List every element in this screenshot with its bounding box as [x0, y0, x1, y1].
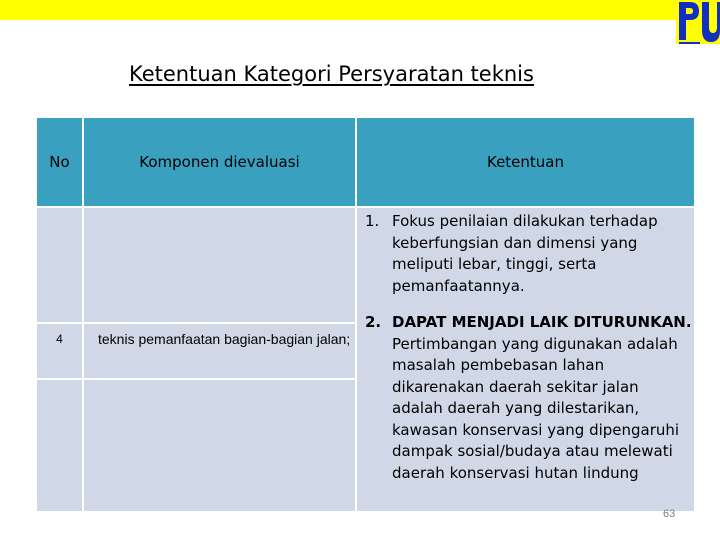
page-number: 63 [663, 508, 676, 520]
item-2-text: Pertimbangan yang digunakan adalah masalah pembebasan lahan dikarenakan daerah sekitar jalan adalah daerah yang dilestarikan, kawasan konservasi yang dipengaruhi dampak sosial/budaya atau melewati daerah konservasi hutan lindung [392, 334, 680, 482]
item-2-marker: 2. [365, 313, 382, 331]
item-2-lead: DAPAT MENJADI LAIK DITURUNKAN. [392, 313, 692, 331]
cell-komponen-bottom [84, 380, 355, 511]
item-1-marker: 1. [365, 212, 380, 230]
header-komponen: Komponen dievaluasi [84, 118, 355, 206]
cell-komponen: teknis pemanfaatan bagian-bagian jalan; [84, 324, 355, 378]
cell-no-bottom [37, 380, 82, 511]
slide-title: Ketentuan Kategori Persyaratan teknis [129, 62, 534, 86]
header-no: No [37, 118, 82, 206]
cell-no-top [37, 208, 82, 322]
cell-ketentuan [357, 208, 694, 511]
cell-no: 4 [37, 324, 82, 378]
cell-komponen-top [84, 208, 355, 322]
requirements-table [37, 118, 694, 511]
header-ketentuan: Ketentuan [357, 118, 694, 206]
ketentuan-list [357, 211, 694, 484]
pu-logo-icon [676, 0, 720, 44]
item-1-text: Fokus penilaian dilakukan terhadap keberfungsian dan dimensi yang meliputi lebar, tinggi, serta pemanfaatannya. [392, 212, 658, 295]
ketentuan-item-2 [357, 312, 694, 484]
top-color-bar [0, 0, 720, 20]
ketentuan-item-1 [357, 211, 694, 297]
